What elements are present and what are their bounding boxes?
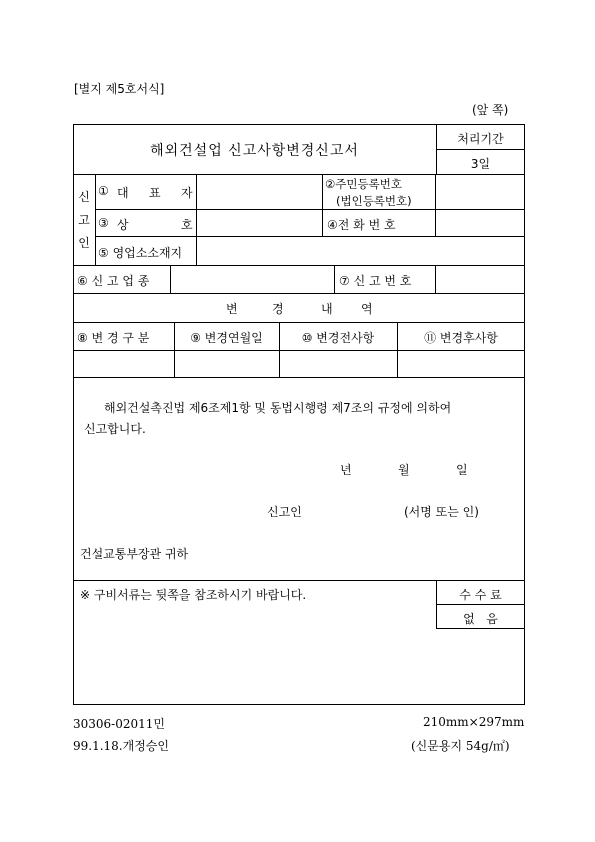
change-header-after: ⑪ 변경후사항 — [424, 331, 498, 345]
footer-paper-type: (신문용지 54g/㎡) — [411, 739, 510, 753]
change-title-char-2: 경 — [272, 302, 284, 316]
declarant-label-3: 인 — [78, 236, 90, 250]
change-header-date: ⑨ 변경연월일 — [190, 331, 263, 345]
footer-approval: 99.1.18.개정승인 — [73, 739, 169, 753]
change-header-before: ⑩ 변경전사항 — [301, 331, 375, 345]
form-title: 해외건설업 신고사항변경신고서 — [150, 143, 359, 159]
corporate-no-label: (법인등록번호) — [336, 194, 412, 208]
page-side-label: (앞 쪽) — [472, 103, 509, 117]
declaration-line-1: 해외건설촉진법 제6조제1항 및 동법시행령 제7조의 규정에 의하여 — [104, 401, 452, 415]
business-name-char-1: 상 — [117, 218, 129, 232]
representative-char-3: 자 — [181, 186, 193, 200]
form-code: [별지 제5호서식] — [74, 82, 165, 96]
change-title-char-4: 역 — [361, 302, 373, 316]
date-month-label: 월 — [398, 463, 410, 477]
declarant-label-2: 고 — [78, 213, 90, 227]
processing-period-label: 처리기간 — [457, 132, 504, 146]
declaration-line-2: 신고합니다. — [84, 422, 146, 436]
addressee: 건설교통부장관 귀하 — [80, 547, 189, 561]
declarant-label-1: 신 — [78, 190, 90, 204]
business-type-label: ⑥ 신 고 업 종 — [77, 274, 150, 288]
business-name-char-2: 호 — [181, 218, 193, 232]
representative-char-2: 표 — [149, 186, 161, 200]
change-title-char-1: 변 — [226, 302, 238, 316]
business-address-label: ⑤ 영업소소재지 — [98, 246, 183, 260]
declarant-sign-label: 신고인 — [267, 505, 302, 519]
date-day-label: 일 — [456, 463, 468, 477]
change-header-type: ⑧ 변 경 구 분 — [77, 331, 150, 345]
business-name-num: ③ — [98, 216, 109, 230]
fee-label: 수 수 료 — [459, 588, 502, 602]
report-no-label: ⑦ 신 고 번 호 — [339, 274, 412, 288]
change-title-char-3: 내 — [321, 302, 333, 316]
fee-value: 없 음 — [463, 612, 498, 626]
processing-period-value: 3일 — [470, 157, 491, 171]
date-year-label: 년 — [340, 463, 352, 477]
representative-char-1: 대 — [117, 186, 129, 200]
footer-form-number: 30306-02011민 — [73, 717, 165, 731]
representative-num: ① — [98, 184, 109, 198]
required-documents-note: ※ 구비서류는 뒷쪽을 참조하시기 바랍니다. — [80, 588, 307, 602]
resident-no-label: ②주민등록번호 — [325, 177, 402, 191]
phone-label: ④전 화 번 호 — [327, 218, 396, 232]
sign-or-seal-note: (서명 또는 인) — [404, 505, 479, 519]
footer-paper-size: 210mm×297mm — [423, 715, 525, 729]
